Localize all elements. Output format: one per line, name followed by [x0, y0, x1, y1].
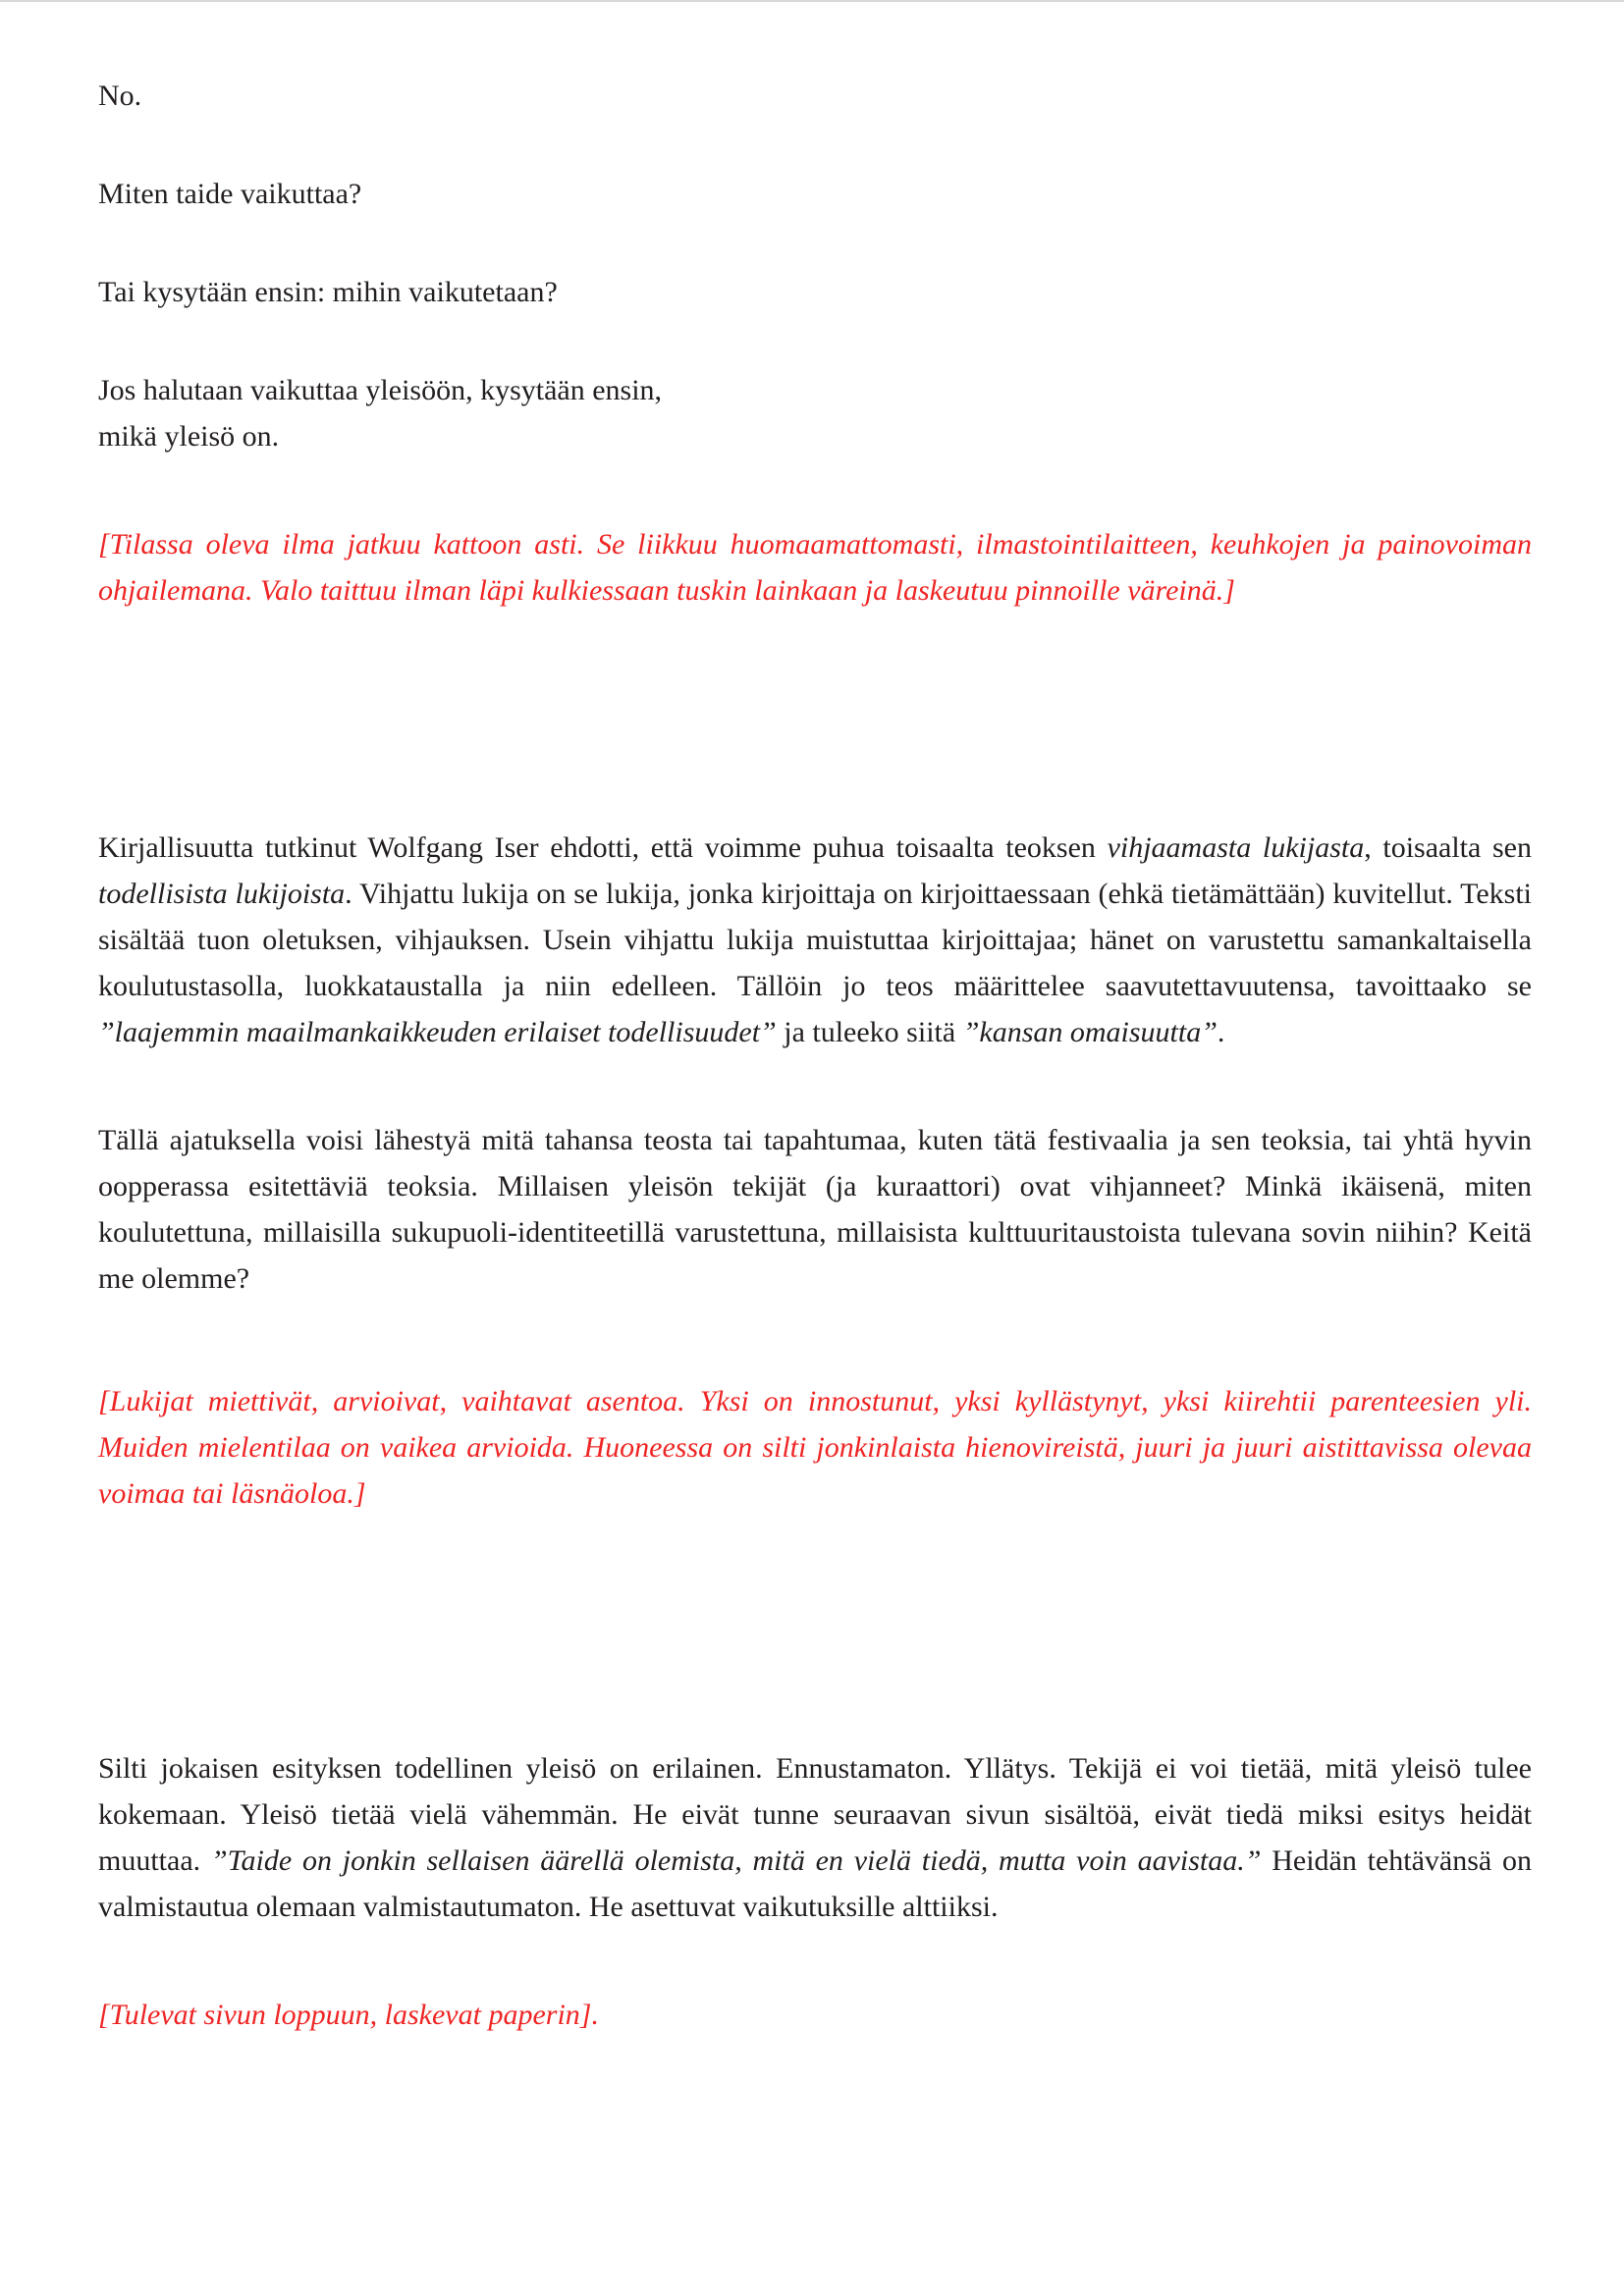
scene-number: No. — [98, 80, 142, 112]
quote-segment: ”Taide on jonkin sellaisen äärellä olemista, mitä en vielä tiedä, mutta voin aavistaa.” — [210, 1844, 1262, 1877]
paragraph-wolfgang-iser — [98, 825, 1532, 1055]
stage-direction-readers: [Lukijat miettivät, arvioivat, vaihtavat asentoa. Yksi on innostunut, yksi kyllästynyt, yksi kiirehtii parenteesien yli. Muiden mielentilaa on vaikea arvioida. Huoneessa on silti jonkinlaista hienovireistä, juuri ja juuri aistittavissa olevaa voimaa tai läsnäoloa.] — [98, 1385, 1532, 1510]
text-segment: ja tuleeko siitä — [776, 1016, 963, 1048]
question-what-is-affected: Tai kysytään ensin: mihin vaikutetaan? — [98, 276, 558, 308]
quote-segment: ”laajemmin maailmankaikkeuden erilaiset todellisuudet” — [98, 1016, 777, 1048]
paragraph-festival-works: Tällä ajatuksella voisi lähestyä mitä tahansa teosta tai tapahtumaa, kuten tätä festivaalia ja sen teoksia, tai yhtä hyvin oopperassa esitettäviä teoksia. Millaisen yleisön tekijät (ja kuraattori) ovat vihjanneet? Minkä ikäisenä, miten koulutettuna, millaisilla sukupuoli-identiteetillä varustettuna, millaisista kulttuuritaustoista tulevana sovin niihin? Keitä me olemme? — [98, 1124, 1532, 1295]
text-segment: Heidän tehtävänsä on valmistautua olemaan valmistautumaton. He asettuvat vaikutuksille alttiiksi. — [98, 1844, 1532, 1923]
paragraph-real-audience — [98, 1745, 1532, 1930]
stage-direction-air: [Tilassa oleva ilma jatkuu kattoon asti. Se liikkuu huomaamattomasti, ilmastointilaitteen, keuhkojen ja painovoiman ohjailemana. Valo taittuu ilman läpi kulkiessaan tuskin lainkaan ja laskeutuu pinnoille väreinä.] — [98, 528, 1532, 607]
page-top-edge-line — [0, 0, 1624, 2]
quote-segment: ”kansan omaisuutta” — [962, 1016, 1218, 1048]
text-segment: Kirjallisuutta tutkinut Wolfgang Iser ehdotti, että voimme puhua toisaalta teoksen — [98, 831, 1108, 864]
emphasis-segment: todellisista lukijoista — [98, 878, 346, 910]
text-segment: . — [1217, 1016, 1225, 1048]
text-segment: , toisaalta sen — [1364, 831, 1532, 864]
question-how-art-affects: Miten taide vaikuttaa? — [98, 178, 362, 210]
statement-audience-line-1: Jos halutaan vaikuttaa yleisöön, kysytään ensin, — [98, 374, 663, 406]
text-segment: . Vihjattu lukija on se lukija, jonka kirjoittaja on kirjoittaessaan (ehkä tietämättään) kuvitellut. Teksti sisältää tuon oletuksen, vihjauksen. Usein vihjattu lukija muistuttaa kirjoittajaa; hänet on varustettu samankaltaisella koulutustasolla, luokkataustalla ja niin edelleen. Tällöin jo teos määrittelee saavutettavuutensa, tavoittaako se — [98, 878, 1533, 1002]
emphasis-segment: vihjaamasta lukijasta — [1107, 831, 1365, 864]
statement-audience-line-2: mikä yleisö on. — [98, 420, 280, 453]
text-segment: Silti jokaisen esityksen todellinen yleisö on erilainen. Ennustamaton. Yllätys. Tekijä ei voi tietää, mitä yleisö tulee kokemaan. Yleisö tietää vielä vähemmän. He eivät tunne seuraavan sivun sisältöä, eivät tiedä miksi esitys heidät muuttaa. — [98, 1752, 1532, 1877]
stage-direction-end-of-page: [Tulevat sivun loppuun, laskevat paperin]. — [98, 1999, 599, 2031]
statement-audience — [98, 367, 1532, 459]
